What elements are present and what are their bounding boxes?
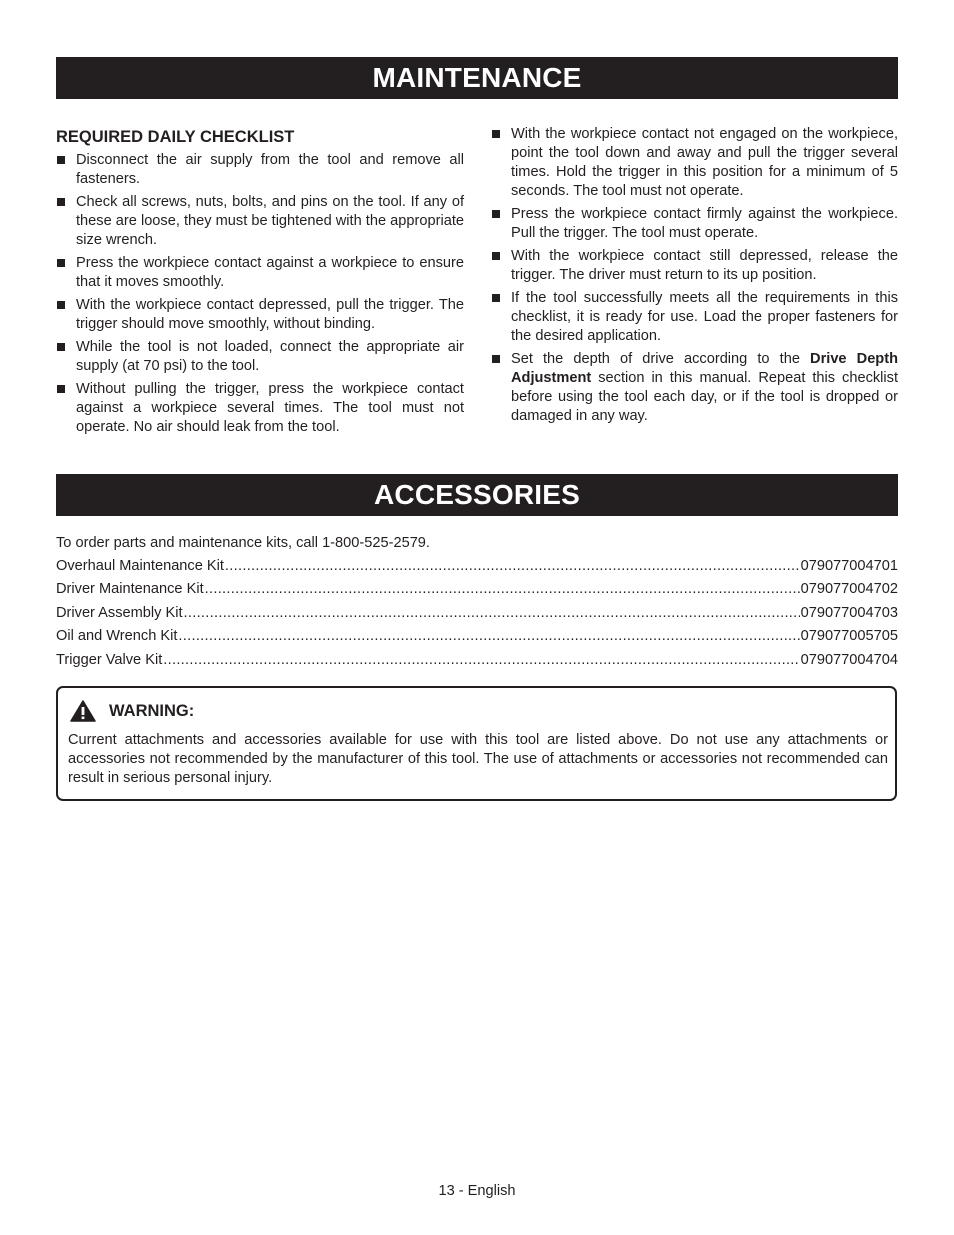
accessory-name: Trigger Valve Kit (56, 651, 163, 668)
accessory-part-number: 079077004703 (800, 604, 898, 621)
maintenance-heading: MAINTENANCE (56, 57, 898, 99)
bullet-square-icon (492, 355, 500, 363)
list-item: Press the workpiece contact firmly against the workpiece. Pull the trigger. The tool must operate. (491, 205, 898, 243)
accessory-part-number: 079077004704 (800, 651, 898, 668)
list-item: Without pulling the trigger, press the workpiece contact against a workpiece several times. The tool must not operate. No air should leak from the tool. (56, 380, 464, 437)
accessory-row (56, 557, 898, 580)
warning-text: Current attachments and accessories available for use with this tool are listed above. Do not use any attachments or accessories not recommended by the manufacturer of this tool. The use of attachments or accessories not recommended can result in serious personal injury. (68, 732, 888, 786)
list-item: With the workpiece contact not engaged on the workpiece, point the tool down and away and pull the trigger several times. Hold the trigger in this position for a minimum of 5 seconds. The tool must not operate. (491, 125, 898, 201)
list-item (491, 350, 898, 426)
dot-leader (225, 557, 800, 576)
accessory-row (56, 580, 898, 603)
bullet-square-icon (492, 210, 500, 218)
bullet-square-icon (492, 294, 500, 302)
bullet-square-icon (57, 385, 65, 393)
checklist-left-column (56, 124, 464, 441)
warning-title: WARNING: (109, 702, 195, 720)
bullet-square-icon (492, 130, 500, 138)
accessory-row (56, 627, 898, 650)
warning-box (56, 686, 897, 801)
accessory-list (56, 557, 898, 674)
accessory-name: Overhaul Maintenance Kit (56, 558, 224, 574)
page-number: 13 - English (438, 1183, 516, 1199)
accessory-name: Oil and Wrench Kit (56, 628, 178, 645)
list-item: With the workpiece contact still depressed, release the trigger. The driver must return to its up position. (491, 247, 898, 285)
list-item: With the workpiece contact depressed, pull the trigger. The trigger should move smoothly, without binding. (56, 296, 464, 334)
accessory-part-number: 079077004701 (800, 558, 898, 574)
list-item: Check all screws, nuts, bolts, and pins on the tool. If any of these are loose, they must be tightened with the appropriate size wrench. (56, 193, 464, 250)
bullet-square-icon (57, 301, 65, 309)
list-item: If the tool successfully meets all the requirements in this checklist, it is ready for use. Load the proper fasteners for the desired application. (491, 289, 898, 346)
dot-leader (178, 627, 799, 646)
accessory-part-number: 079077005705 (800, 628, 898, 645)
checklist-right-list (491, 125, 898, 426)
order-parts-intro: To order parts and maintenance kits, call 1-800-525-2579. (56, 535, 430, 551)
dot-leader (163, 651, 799, 670)
warning-header (70, 700, 194, 722)
drive-depth-item: Set the depth of drive according to the Drive Depth Adjustment section in this manual. Repeat this checklist before using the tool each day, or if the tool is dropped or damaged in any way. (511, 351, 898, 424)
dot-leader (205, 580, 800, 599)
list-item: Disconnect the air supply from the tool and remove all fasteners. (56, 151, 464, 189)
accessory-row (56, 651, 898, 674)
bullet-square-icon (492, 252, 500, 260)
list-item: While the tool is not loaded, connect the appropriate air supply (at 70 psi) to the tool. (56, 338, 464, 376)
accessories-heading: ACCESSORIES (56, 474, 898, 516)
accessory-part-number: 079077004702 (800, 581, 898, 598)
accessory-row (56, 604, 898, 627)
bullet-square-icon (57, 343, 65, 351)
checklist-left-list (56, 151, 464, 437)
bullet-square-icon (57, 259, 65, 267)
checklist-right-column (491, 125, 898, 430)
checklist-heading: REQUIRED DAILY CHECKLIST (56, 128, 295, 146)
warning-triangle-icon (70, 700, 96, 722)
bullet-square-icon (57, 156, 65, 164)
accessory-name: Driver Assembly Kit (56, 604, 183, 621)
accessory-name: Driver Maintenance Kit (56, 581, 204, 598)
drive-depth-reference: Drive Depth Adjustment (511, 351, 898, 386)
dot-leader (184, 604, 800, 623)
bullet-square-icon (57, 198, 65, 206)
list-item: Press the workpiece contact against a workpiece to ensure that it moves smoothly. (56, 254, 464, 292)
